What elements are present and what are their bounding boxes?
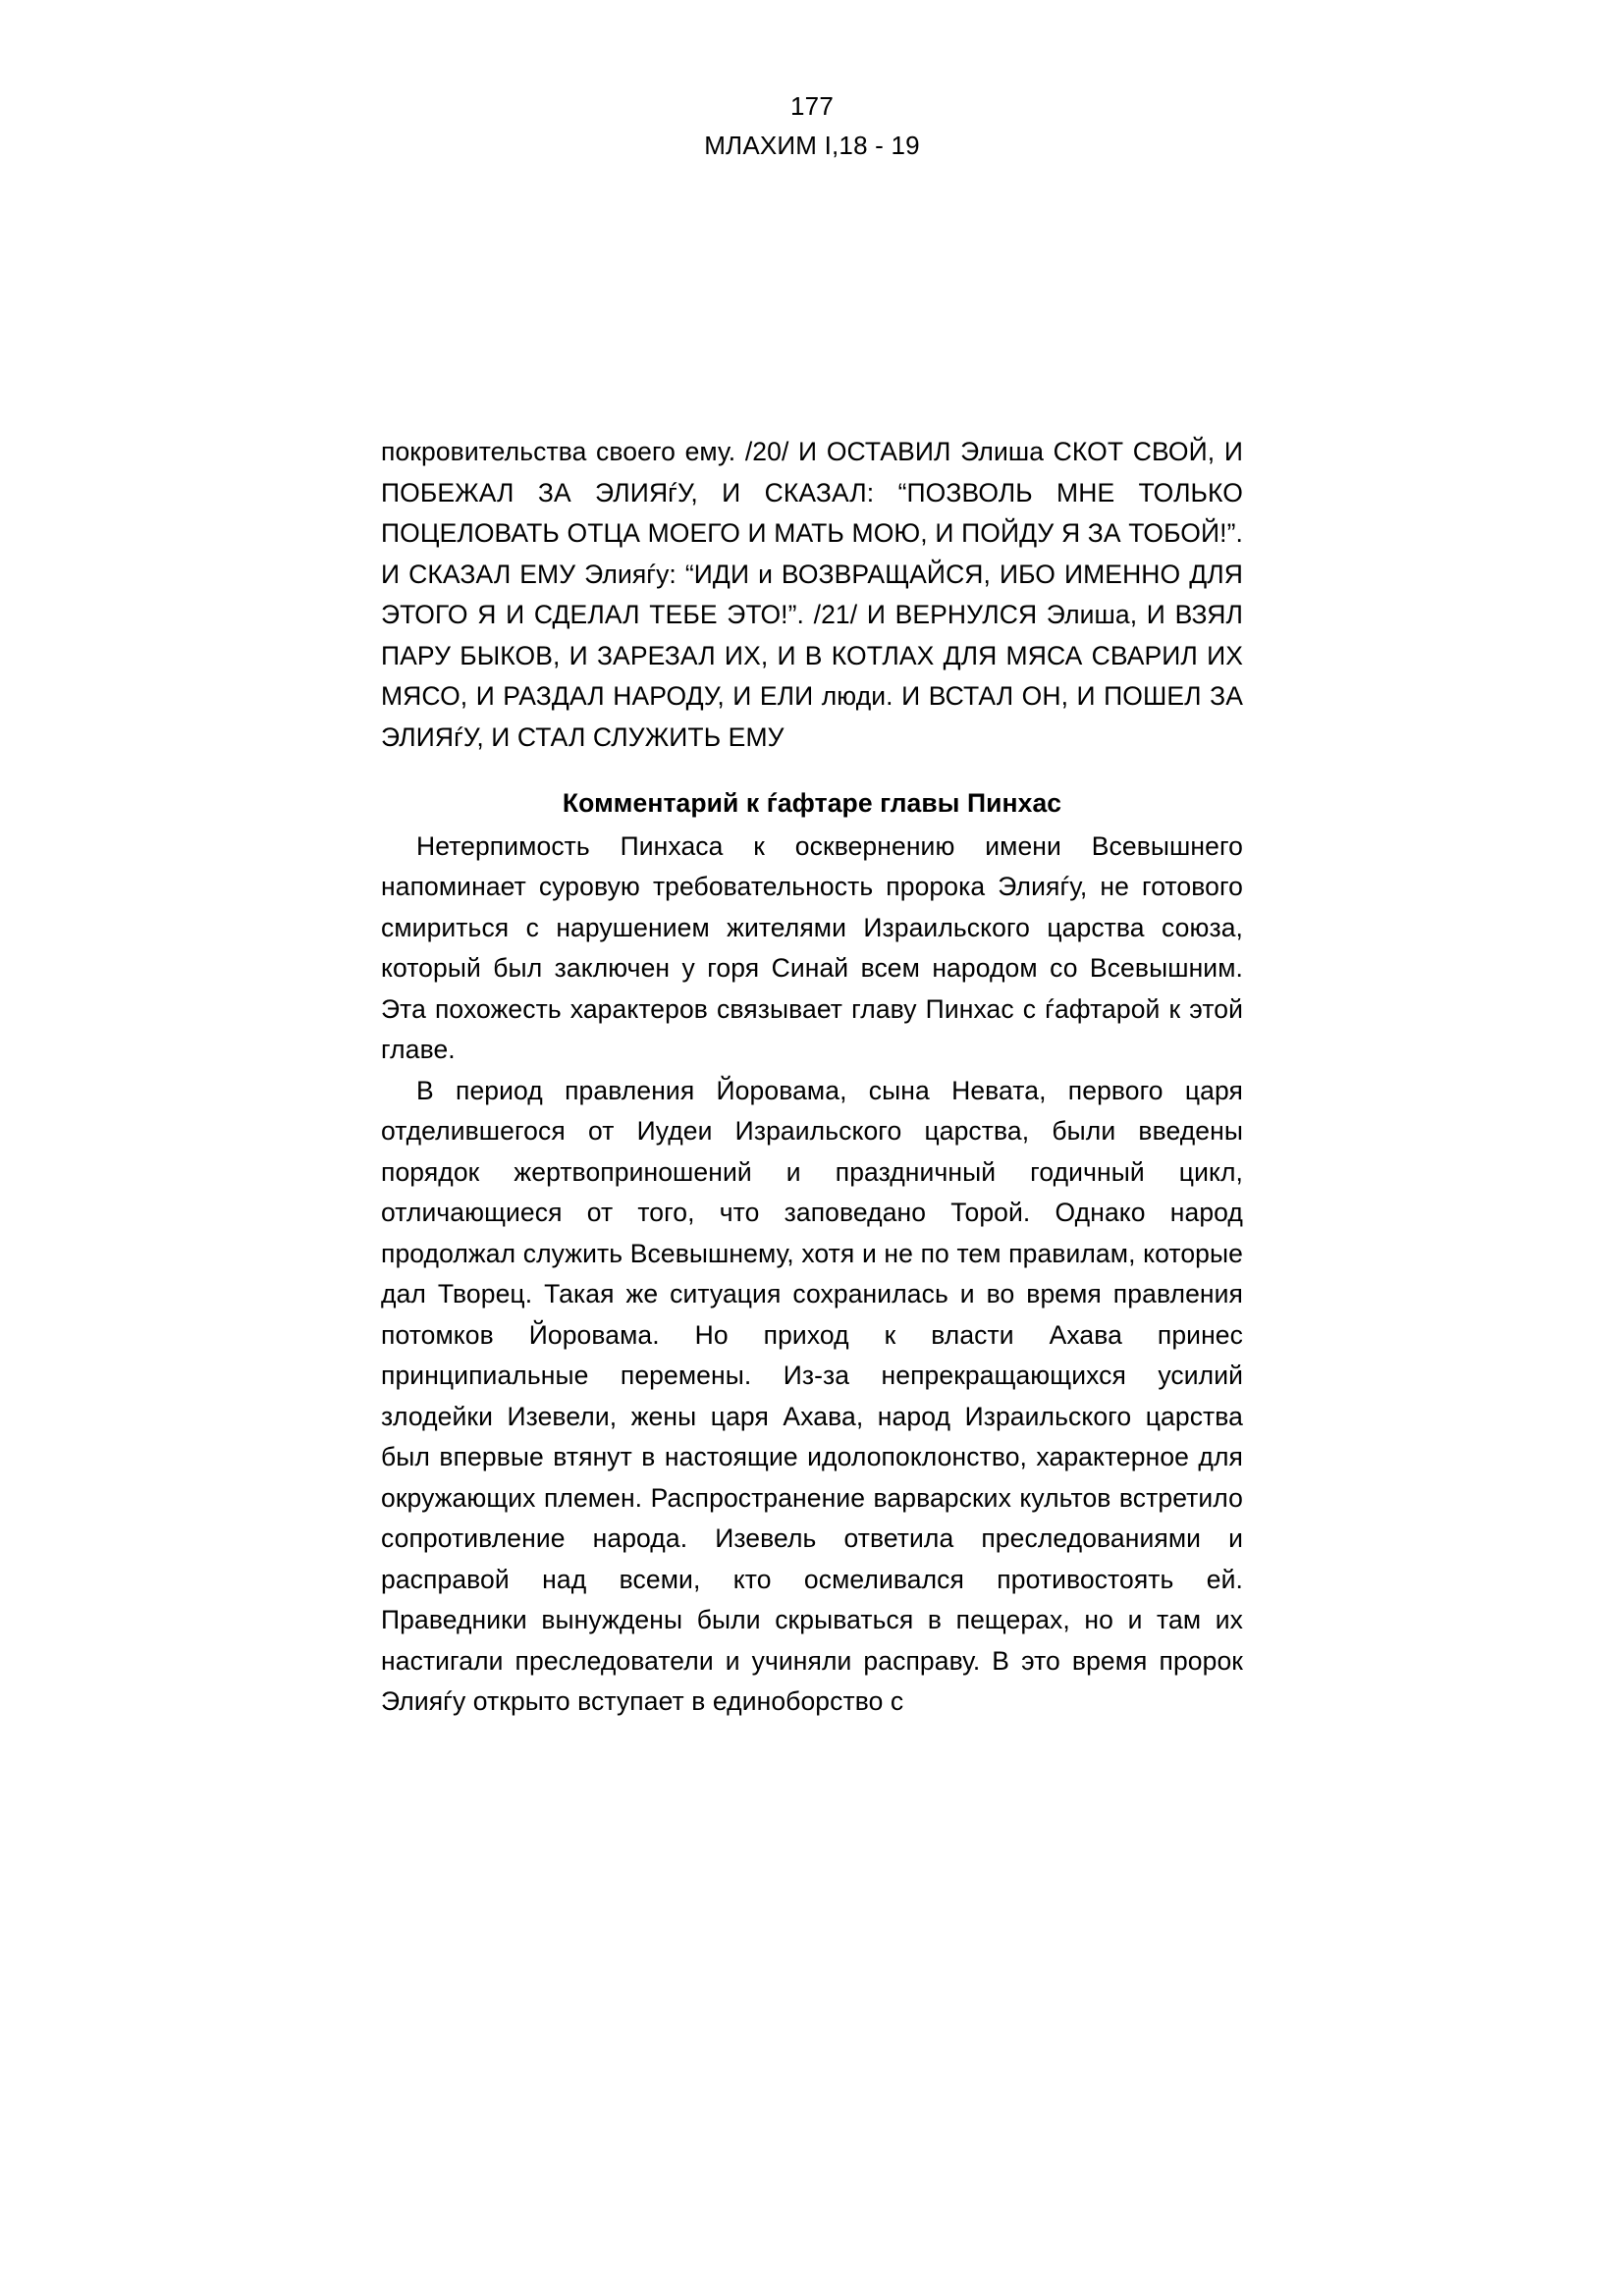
paragraph-verses: покровительства своего ему. /20/ И ОСТАВИЛ Элиша СКОТ СВОЙ, И ПОБЕЖАЛ ЗА ЭЛИЯѓУ, И СКАЗАЛ: “ПОЗВОЛЬ МНЕ ТОЛЬКО ПОЦЕЛОВАТЬ ОТЦА МОЕГО И МАТЬ МОЮ, И ПОЙДУ Я ЗА ТОБОЙ!”. И СКАЗАЛ ЕМУ Элияѓу: “ИДИ и ВОЗВРАЩАЙСЯ, ИБО ИМЕННО ДЛЯ ЭТОГО Я И СДЕЛАЛ ТЕБЕ ЭТО!”. /21/ И ВЕРНУЛСЯ Элиша, И ВЗЯЛ ПАРУ БЫКОВ, И ЗАРЕЗАЛ ИХ, И В КОТЛАХ ДЛЯ МЯСА СВАРИЛ ИХ МЯСО, И РАЗДАЛ НАРОДУ, И ЕЛИ люди. И ВСТАЛ ОН, И ПОШЕЛ ЗА ЭЛИЯѓУ, И СТАЛ СЛУЖИТЬ ЕМУ (381, 437, 1243, 752)
commentary-heading: Комментарий к ѓафтаре главы Пинхас (562, 788, 1062, 818)
page-header (0, 86, 1624, 165)
paragraph-commentary-1: Нетерпимость Пинхаса к осквернению имени Всевышнего напоминает суровую требовательность пророка Элияѓу, не готового смириться с нарушением жителями Израильского царства союза, который был заключен у горя Синай всем народом со Всевышним. Эта похожесть характеров связывает главу Пинхас с ѓафтарой к этой главе. (381, 830, 1243, 1064)
paragraph-commentary-2: В период правления Йоровама, сына Невата, первого царя отделившегося от Иудеи Израильского царства, были введены порядок жертвоприношений и праздничный годичный цикл, отличающиеся от того, что заповедано Торой. Однако народ продолжал служить Всевышнему, хотя и не по тем правилам, которые дал Творец. Такая же ситуация сохранилась и во время правления потомков Йоровама. Но приход к власти Ахава принес принципиальные перемены. Из-за непрекращающихся усилий злодейки Изевели, жены царя Ахава, народ Израильского царства был впервые втянут в настоящие идолопоклонство, характерное для окружающих племен. Распространение варварских культов встретило сопротивление народа. Изевель ответила преследованиями и расправой над всеми, кто осмеливался противостоять ей. Праведники вынуждены были скрываться в пещерах, но и там их настигали преследователи и учиняли расправу. В это время пророк Элияѓу открыто вступает в единоборство с (381, 1075, 1243, 1716)
page-number: 177 (790, 91, 834, 121)
page-body (381, 432, 1243, 1723)
running-title: МЛАХИМ I,18 - 19 (704, 131, 920, 160)
